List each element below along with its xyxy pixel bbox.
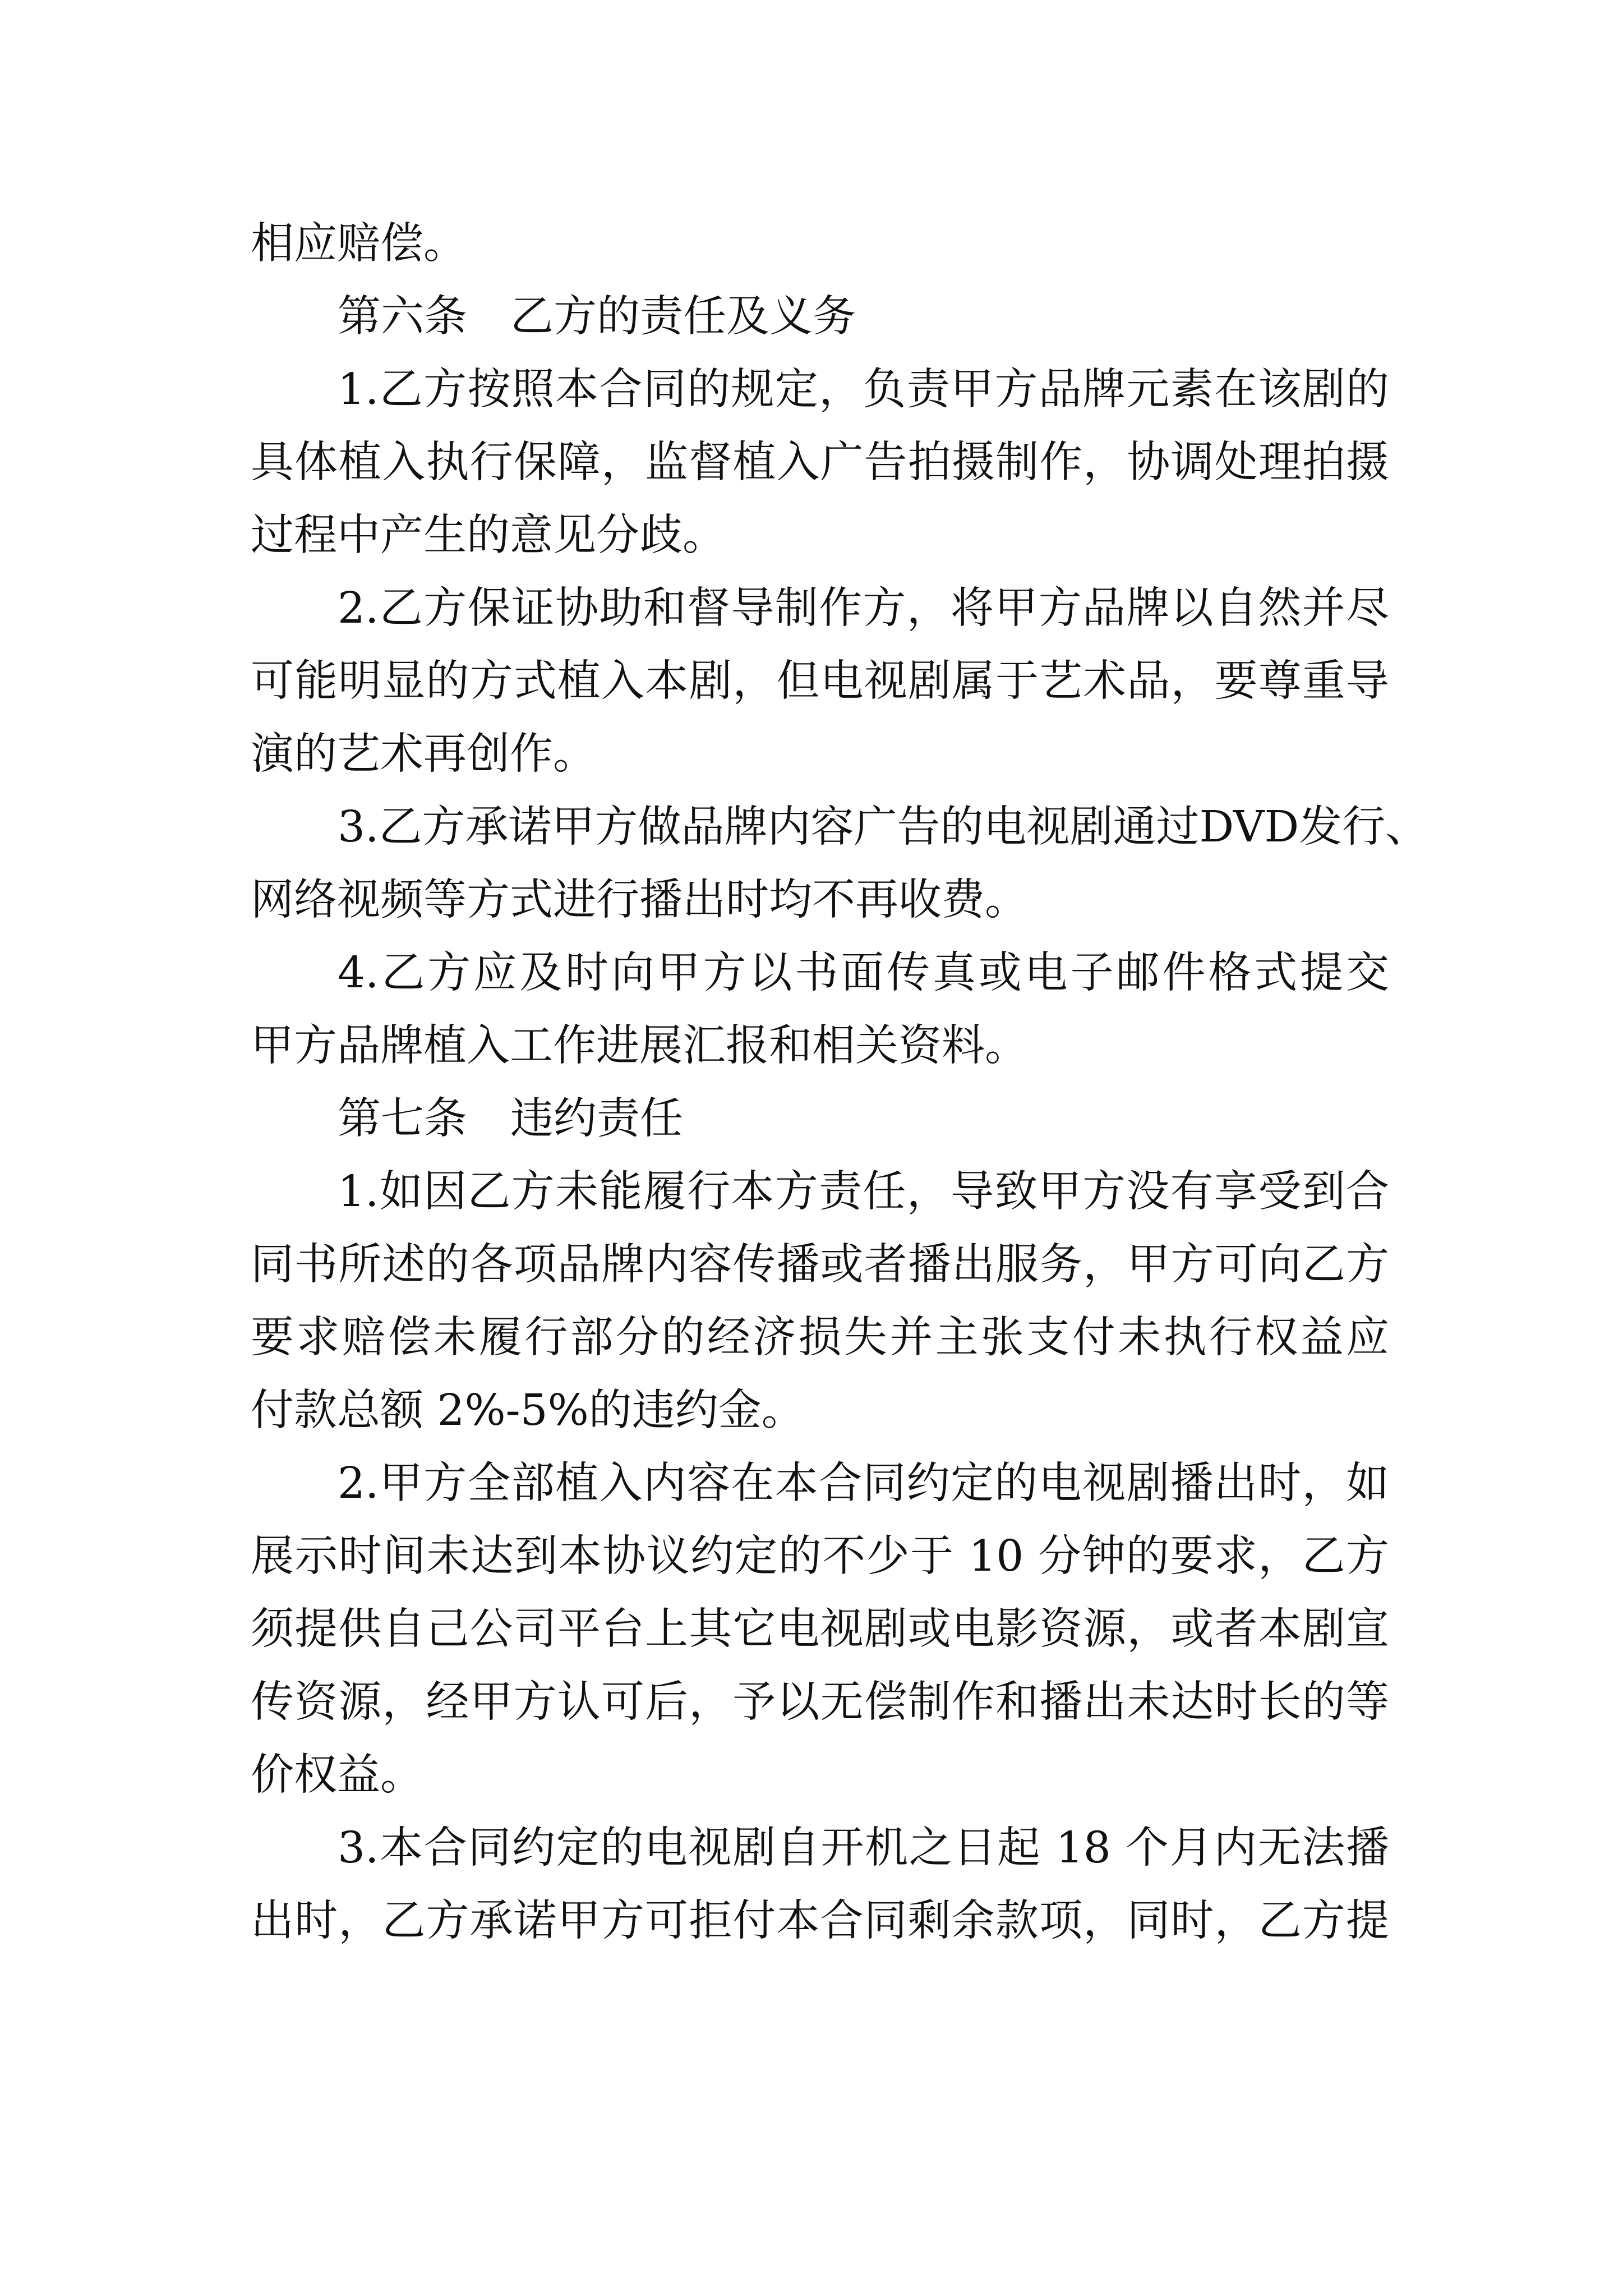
text-line: 须提供自己公司平台上其它电视剧或电影资源，或者本剧宣 — [251, 1604, 1389, 1654]
text-line: 1.乙方按照本合同的规定，负责甲方品牌元素在该剧的 — [338, 365, 1389, 415]
text-line: 过程中产生的意见分歧。 — [251, 510, 726, 560]
text-line: 2.甲方全部植入内容在本合同约定的电视剧播出时，如 — [338, 1458, 1389, 1508]
text-line: 要求赔偿未履行部分的经济损失并主张支付未执行权益应 — [251, 1313, 1389, 1363]
text-line: 甲方品牌植入工作进展汇报和相关资料。 — [251, 1021, 1028, 1071]
text-line: 展示时间未达到本协议约定的不少于 10 分钟的要求，乙方 — [251, 1531, 1389, 1581]
text-line: 价权益。 — [251, 1750, 423, 1800]
text-line: 出时，乙方承诺甲方可拒付本合同剩余款项，同时，乙方提 — [251, 1896, 1389, 1946]
text-line: 网络视频等方式进行播出时均不再收费。 — [251, 875, 1028, 925]
text-line: 付款总额 2%-5%的违约金。 — [251, 1386, 805, 1435]
text-line: 具体植入执行保障，监督植入广告拍摄制作，协调处理拍摄 — [251, 438, 1389, 487]
text-line: 同书所述的各项品牌内容传播或者播出服务，甲方可向乙方 — [251, 1240, 1389, 1290]
section-heading-article-7: 第七条 违约责任 — [338, 1094, 683, 1144]
text-line: 可能明显的方式植入本剧，但电视剧属于艺术品，要尊重导 — [251, 656, 1389, 706]
text-line: 传资源，经甲方认可后，予以无偿制作和播出未达时长的等 — [251, 1677, 1389, 1727]
section-heading-article-6: 第六条 乙方的责任及义务 — [338, 292, 856, 342]
text-line: 1.如因乙方未能履行本方责任，导致甲方没有享受到合 — [338, 1167, 1389, 1217]
text-line: 2.乙方保证协助和督导制作方，将甲方品牌以自然并尽 — [338, 583, 1389, 633]
text-line: 3.本合同约定的电视剧自开机之日起 18 个月内无法播 — [338, 1823, 1389, 1873]
text-line: 相应赔偿。 — [251, 219, 467, 269]
text-line: 4.乙方应及时向甲方以书面传真或电子邮件格式提交 — [338, 948, 1389, 998]
text-line: 演的艺术再创作。 — [251, 729, 596, 779]
text-line: 3.乙方承诺甲方做品牌内容广告的电视剧通过DVD发行、 — [338, 802, 1429, 852]
